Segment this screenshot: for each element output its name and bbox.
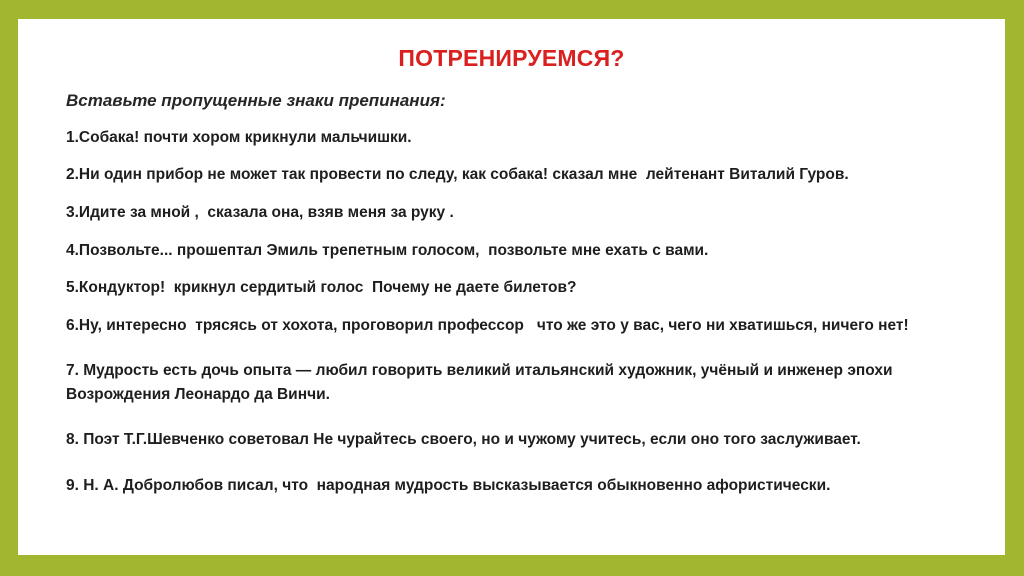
exercise-item-2: 2.Ни один прибор не может так провести по следу, как собака! сказал мне лейтенант Виталий Гуров. bbox=[66, 166, 849, 183]
exercise-item-6: 6.Ну, интересно трясясь от хохота, проговорил профессор что же это у вас, чего ни хватишься, ничего нет! bbox=[66, 317, 909, 334]
exercise-item-5: 5.Кондуктор! крикнул сердитый голос Почему не даете билетов? bbox=[66, 279, 577, 296]
slide-title: ПОТРЕНИРУЕМСЯ? bbox=[398, 45, 625, 71]
exercise-item-9: 9. Н. А. Добролюбов писал, что народная мудрость высказывается обыкновенно афористически. bbox=[66, 477, 831, 494]
instruction-text: Вставьте пропущенные знаки препинания: bbox=[66, 91, 446, 110]
exercise-item-3: 3.Идите за мной , сказала она, взяв меня за руку . bbox=[66, 204, 454, 221]
exercise-item-1: 1.Собака! почти хором крикнули мальчишки. bbox=[66, 129, 412, 146]
exercise-item-4: 4.Позвольте... прошептал Эмиль трепетным голосом, позвольте мне ехать с вами. bbox=[66, 242, 709, 259]
slide bbox=[18, 19, 1005, 555]
exercise-item-7: 7. Мудрость есть дочь опыта — любил говорить великий итальянский художник, учёный и инженер эпохи Возрождения Леонардо да Винчи. bbox=[66, 362, 897, 403]
exercise-item-8: 8. Поэт Т.Г.Шевченко советовал Не чурайтесь своего, но и чужому учитесь, если оно того заслуживает. bbox=[66, 431, 861, 448]
